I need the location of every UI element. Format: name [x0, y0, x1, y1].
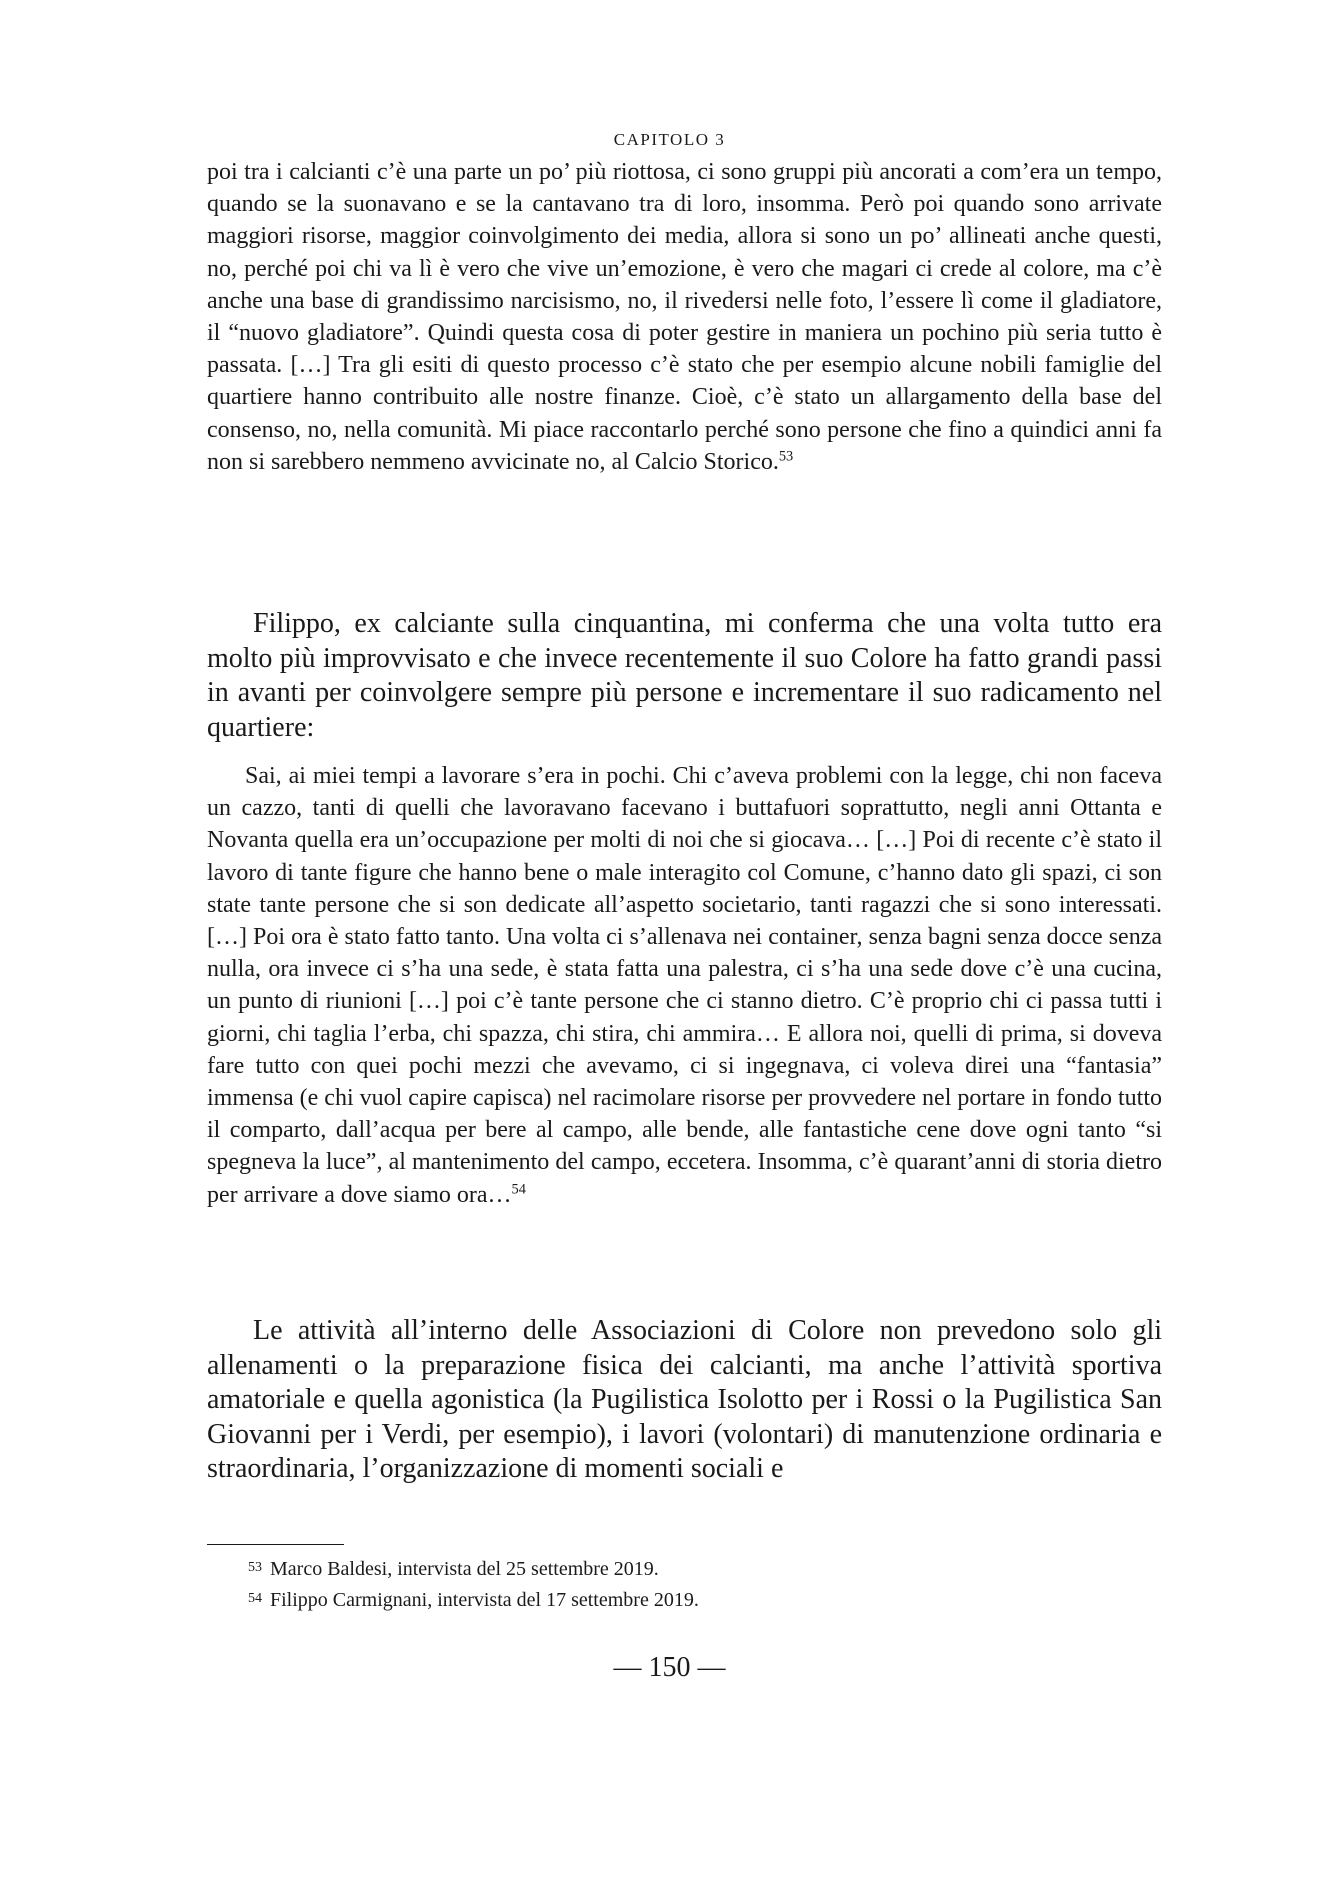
block-quote-text: poi tra i calcianti c’è una parte un po’ più riottosa, ci sono gruppi più ancorati a com’era un tempo, quando se la suonavano e se la cantavano tra di loro, insomma. Però poi quando sono arrivate maggiori risorse, maggior coinvolgimento dei media, allora si sono un po’ allineati anche questi, no, perché poi chi va lì è vero che vive un’emozione, è vero che magari ci crede al colore, ma c’è anche una base di grandissimo narcisismo, no, il rivedersi nelle foto, l’essere lì come il gladiatore, il “nuovo gladiatore”. Quindi questa cosa di poter gestire in maniera un pochino più seria tutto è passata. […] Tra gli esiti di questo processo c’è stato che per esempio alcune nobili famiglie del quartiere hanno contribuito alle nostre finanze. Cioè, c’è stato un allargamento della base del consenso, no, nella comunità. Mi piace raccontarlo perché sono persone che fino a quindici anni fa non si sarebbero nemmeno avvicinate no, al Calcio Storico. [207, 159, 1162, 475]
block-quote-baldesi [207, 156, 1162, 478]
footnote-53 [248, 1554, 659, 1583]
footnote-54 [248, 1585, 699, 1614]
footnote-separator [207, 1544, 344, 1545]
block-quote-carmignani [207, 760, 1162, 1211]
running-head: CAPITOLO 3 [613, 130, 726, 149]
body-paragraph-filippo-intro: Filippo, ex calciante sulla cinquantina, mi conferma che una volta tutto era molto più improvvisato e che invece recentemente il suo Colore ha fatto grandi passi in avanti per coinvolgere sempre più persone e incrementare il suo radicamento nel quartiere: [207, 608, 1162, 743]
footnote-number: 54 [248, 1591, 262, 1606]
footnote-text: Filippo Carmignani, intervista del 17 settembre 2019. [270, 1589, 699, 1611]
footnote-reference-53[interactable]: 53 [778, 448, 794, 465]
block-quote-text: Sai, ai miei tempi a lavorare s’era in pochi. Chi c’aveva problemi con la legge, chi non faceva un cazzo, tanti di quelli che lavoravano facevano i buttafuori soprattutto, negli anni Ottanta e Novanta quella era un’occupazione per molti di noi che si giocava… […] Poi di recente c’è stato il lavoro di tante figure che hanno bene o male interagito col Comune, c’hanno dato gli spazi, ci son state tante persone che si son dedicate all’aspetto societario, tanti ragazzi che si sono interessati. […] Poi ora è stato fatto tanto. Una volta ci s’allenava nei container, senza bagni senza docce senza nulla, ora invece ci s’ha una sede, è stata fatta una palestra, ci s’ha una sede dove c’è una cucina, un punto di riunioni […] poi c’è tante persone che ci stanno dietro. C’è proprio chi ci passa tutti i giorni, chi taglia l’erba, chi spazza, chi stira, chi ammira… E allora noi, quelli di prima, si doveva fare tutto con quei pochi mezzi che avevamo, ci si ingegnava, ci voleva direi una “fantasia” immensa (e chi vuol capire capisca) nel racimolare risorse per provvedere nel portare in fondo tutto il comparto, dall’acqua per bere al campo, alle bende, alle fantastiche cene dove ogni tanto “si spegneva la luce”, al mantenimento del campo, eccetera. Insomma, c’è quarant’anni di storia dietro per arrivare a dove siamo ora… [207, 763, 1162, 1208]
page-number: — 150 — [613, 1652, 726, 1683]
footnote-number: 53 [248, 1560, 262, 1575]
body-paragraph-associazioni: Le attività all’interno delle Associazioni di Colore non prevedono solo gli allenamenti o la preparazione fisica dei calcianti, ma anche l’attività sportiva amatoriale e quella agonistica (la Pugilistica Isolotto per i Rossi o la Pugilistica San Giovanni per i Verdi, per esempio), i lavori (volontari) di manutenzione ordinaria e straordinaria, l’organizzazione di momenti sociali e [207, 1315, 1162, 1484]
footnote-text: Marco Baldesi, intervista del 25 settembre 2019. [270, 1558, 659, 1580]
footnote-reference-54[interactable]: 54 [511, 1181, 526, 1198]
